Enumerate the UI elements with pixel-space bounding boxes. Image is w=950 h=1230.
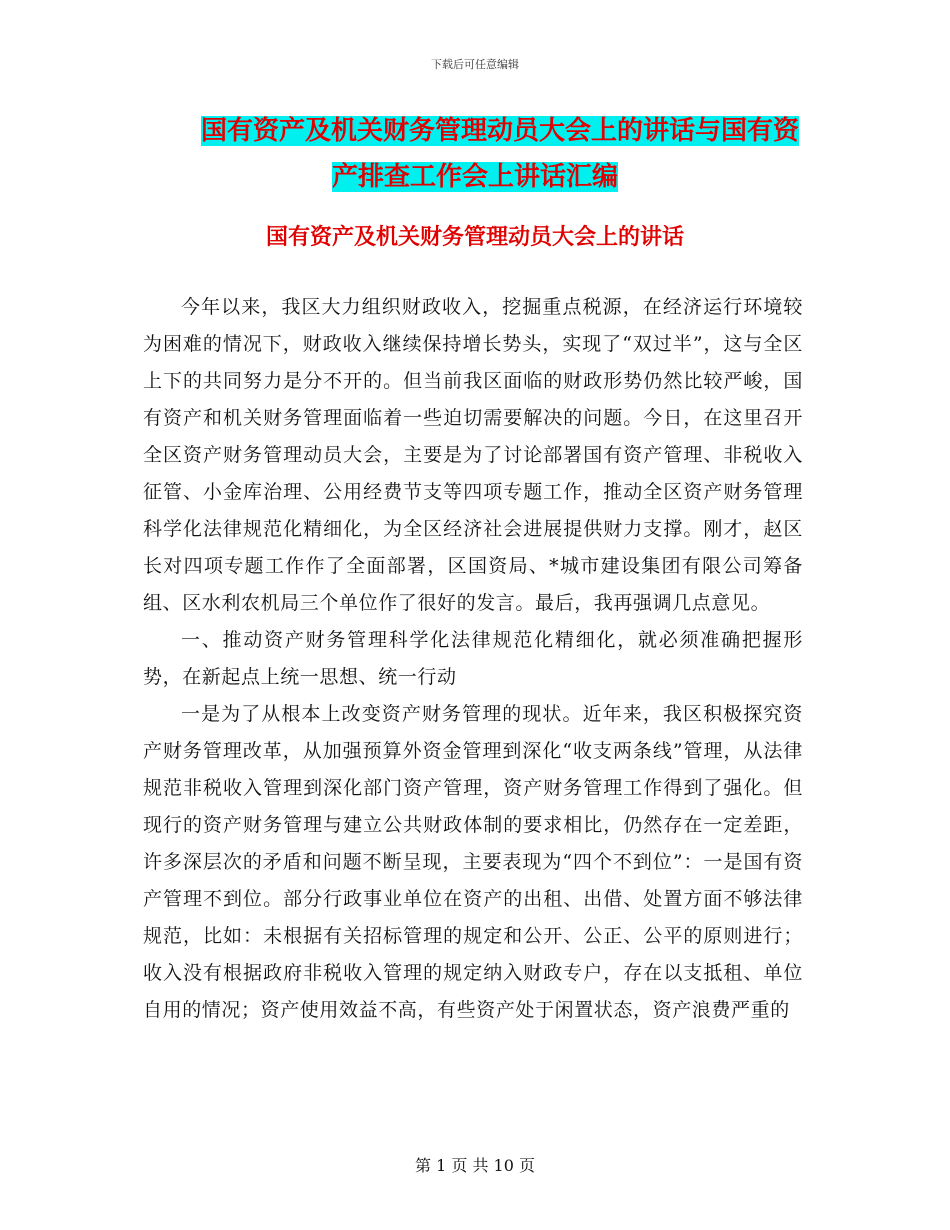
- page-number-footer: 第 1 页 共 10 页: [415, 1156, 535, 1175]
- document-body: [143, 289, 803, 1029]
- section-subtitle: 国有资产及机关财务管理动员大会上的讲话: [265, 225, 684, 250]
- document-title: [0, 108, 950, 200]
- paragraph-heading-1: 一、推动资产财务管理科学化法律规范化精细化，就必须准确把握形势，在新起点上统一思想、统一行动: [143, 629, 803, 688]
- title-line-2: 产排查工作会上讲话汇编: [331, 162, 618, 192]
- paragraph-point-1: 一是为了从根本上改变资产财务管理的现状。近年来，我区积极探究资产财务管理改革，从加强预算外资金管理到深化“收支两条线”管理，从法律规范非税收入管理到深化部门资产管理，资产财务管理工作得到了强化。但现行的资产财务管理与建立公共财政体制的要求相比，仍然存在一定差距，许多深层次的矛盾和问题不断呈现，主要表现为“四个不到位”：一是国有资产管理不到位。部分行政事业单位在资产的出租、出借、处置方面不够法律规范，比如：未根据有关招标管理的规定和公开、公正、公平的原则进行；收入没有根据政府非税收入管理的规定纳入财政专户，存在以支抵租、单位自用的情况；资产使用效益不高，有些资产处于闲置状态，资产浪费严重的: [143, 703, 803, 1021]
- paragraph-intro: 今年以来，我区大力组织财政收入，挖掘重点税源，在经济运行环境较为困难的情况下，财政收入继续保持增长势头，实现了“双过半”，这与全区上下的共同努力是分不开的。但当前我区面临的财政形势仍然比较严峻，国有资产和机关财务管理面临着一些迫切需要解决的问题。今日，在这里召开全区资产财务管理动员大会，主要是为了讨论部署国有资产管理、非税收入征管、小金库治理、公用经费节支等四项专题工作，推动全区资产财务管理科学化法律规范化精细化，为全区经济社会进展提供财力支撑。刚才，赵区长对四项专题工作作了全面部署，区国资局、*城市建设集团有限公司筹备组、区水利农机局三个单位作了很好的发言。最后，我再强调几点意见。: [143, 296, 803, 614]
- page-header-note: 下载后可任意编辑: [431, 58, 519, 71]
- title-line-1: 国有资产及机关财务管理动员大会上的讲话与国有资: [200, 116, 799, 146]
